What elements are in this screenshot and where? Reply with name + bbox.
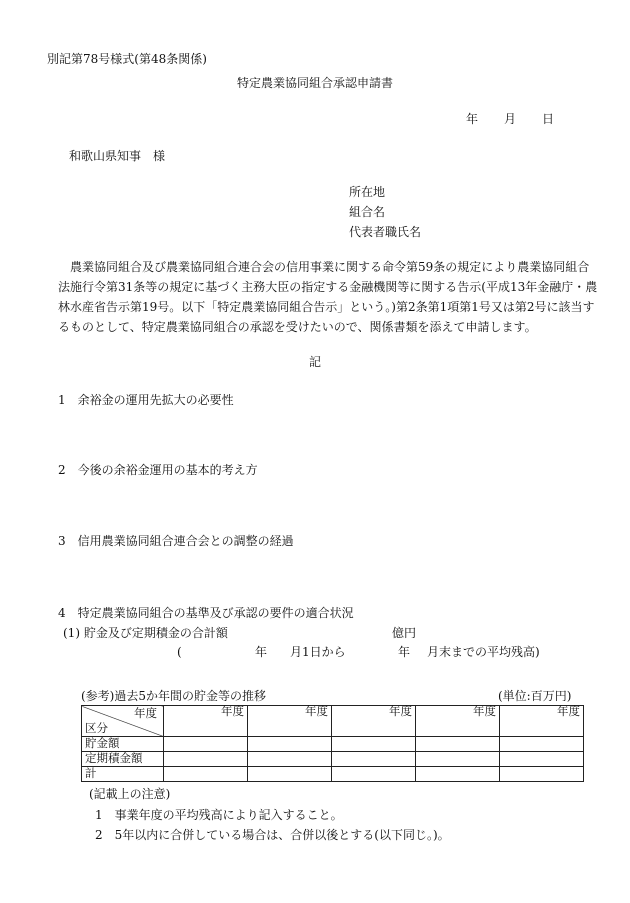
note-item-1: 1 事業年度の平均残高により記入すること。 <box>95 808 343 822</box>
document-title: 特定農業協同組合承認申請書 <box>236 76 393 90</box>
table-cell <box>164 752 248 767</box>
year-header-cell: 年度 <box>416 706 500 737</box>
table-cell <box>332 752 416 767</box>
table-cell <box>248 767 332 782</box>
table-cell <box>416 752 500 767</box>
period-year-1: 年 <box>255 645 268 659</box>
body-line: 法施行令第31条等の規定に基づく主務大臣の指定する金融機関等に関する告示(平成13年金融庁・農 <box>58 280 598 294</box>
date-year: 年 <box>466 112 479 126</box>
year-header-cell: 年度 <box>332 706 416 737</box>
period-year-2: 年 <box>398 645 411 659</box>
body-line: 林水産省告示第19号。以下「特定農業協同組合告示」という。)第2条第1項第1号又は第2号に該当す <box>58 300 595 314</box>
notes-heading: (記載上の注意) <box>89 787 171 801</box>
date-month: 月 <box>504 112 517 126</box>
body-line: るものとして、特定農業協同組合の承認を受けたいので、関係書類を添えて申請します。 <box>58 320 537 334</box>
deposit-history-table <box>81 705 584 782</box>
period-open: ( <box>177 645 182 659</box>
table-cell <box>500 737 584 752</box>
application-body <box>58 257 598 337</box>
reference-caption: (参考)過去5か年間の貯金等の推移 <box>81 689 266 703</box>
table-cell <box>164 767 248 782</box>
section-2: 2 今後の余裕金運用の基本的考え方 <box>58 463 258 477</box>
section-1: 1 余裕金の運用先拡大の必要性 <box>58 393 234 407</box>
period-from: 月1日から <box>290 645 346 659</box>
date-day: 日 <box>542 112 555 126</box>
year-header-cell: 年度 <box>500 706 584 737</box>
section-3: 3 信用農業協同組合連合会との調整の経過 <box>58 534 294 548</box>
table-cell <box>500 767 584 782</box>
corner-year-label: 年度 <box>134 706 157 720</box>
table-cell <box>332 737 416 752</box>
year-header-cell: 年度 <box>164 706 248 737</box>
table-cell <box>164 737 248 752</box>
note-item-2: 2 5年以内に合併している場合は、合併以後とする(以下同じ。)。 <box>95 828 450 842</box>
period-to: 月末までの平均残高) <box>427 645 540 659</box>
section-4: 4 特定農業協同組合の基準及び承認の要件の適合状況 <box>58 606 354 620</box>
row-label-total: 計 <box>82 767 164 782</box>
form-number: 別記第78号様式(第48条関係) <box>47 52 207 66</box>
corner-category-label: 区分 <box>85 720 108 735</box>
table-cell <box>416 767 500 782</box>
table-corner-cell <box>82 706 164 737</box>
table-cell <box>248 752 332 767</box>
table-cell <box>248 737 332 752</box>
table-row <box>82 767 584 782</box>
date-line <box>466 113 554 125</box>
table-header-row <box>82 706 584 737</box>
table-row <box>82 752 584 767</box>
table-row <box>82 737 584 752</box>
row-label-installment-savings: 定期積金額 <box>82 752 164 767</box>
year-header-cell: 年度 <box>248 706 332 737</box>
table-cell <box>500 752 584 767</box>
reference-unit: (単位:百万円) <box>498 689 572 703</box>
applicant-representative-label: 代表者職氏名 <box>349 225 422 239</box>
table-cell <box>416 737 500 752</box>
applicant-address-label: 所在地 <box>349 185 386 199</box>
applicant-association-label: 組合名 <box>349 205 386 219</box>
body-line: 農業協同組合及び農業協同組合連合会の信用事業に関する命令第59条の規定により農業協同組合 <box>70 260 590 274</box>
ki-heading: 記 <box>308 355 321 369</box>
row-label-deposits: 貯金額 <box>82 737 164 752</box>
item1-label: (1) 貯金及び定期積金の合計額 <box>63 626 228 640</box>
item1-unit: 億円 <box>392 626 417 640</box>
addressee: 和歌山県知事 様 <box>69 149 166 163</box>
table-cell <box>332 767 416 782</box>
